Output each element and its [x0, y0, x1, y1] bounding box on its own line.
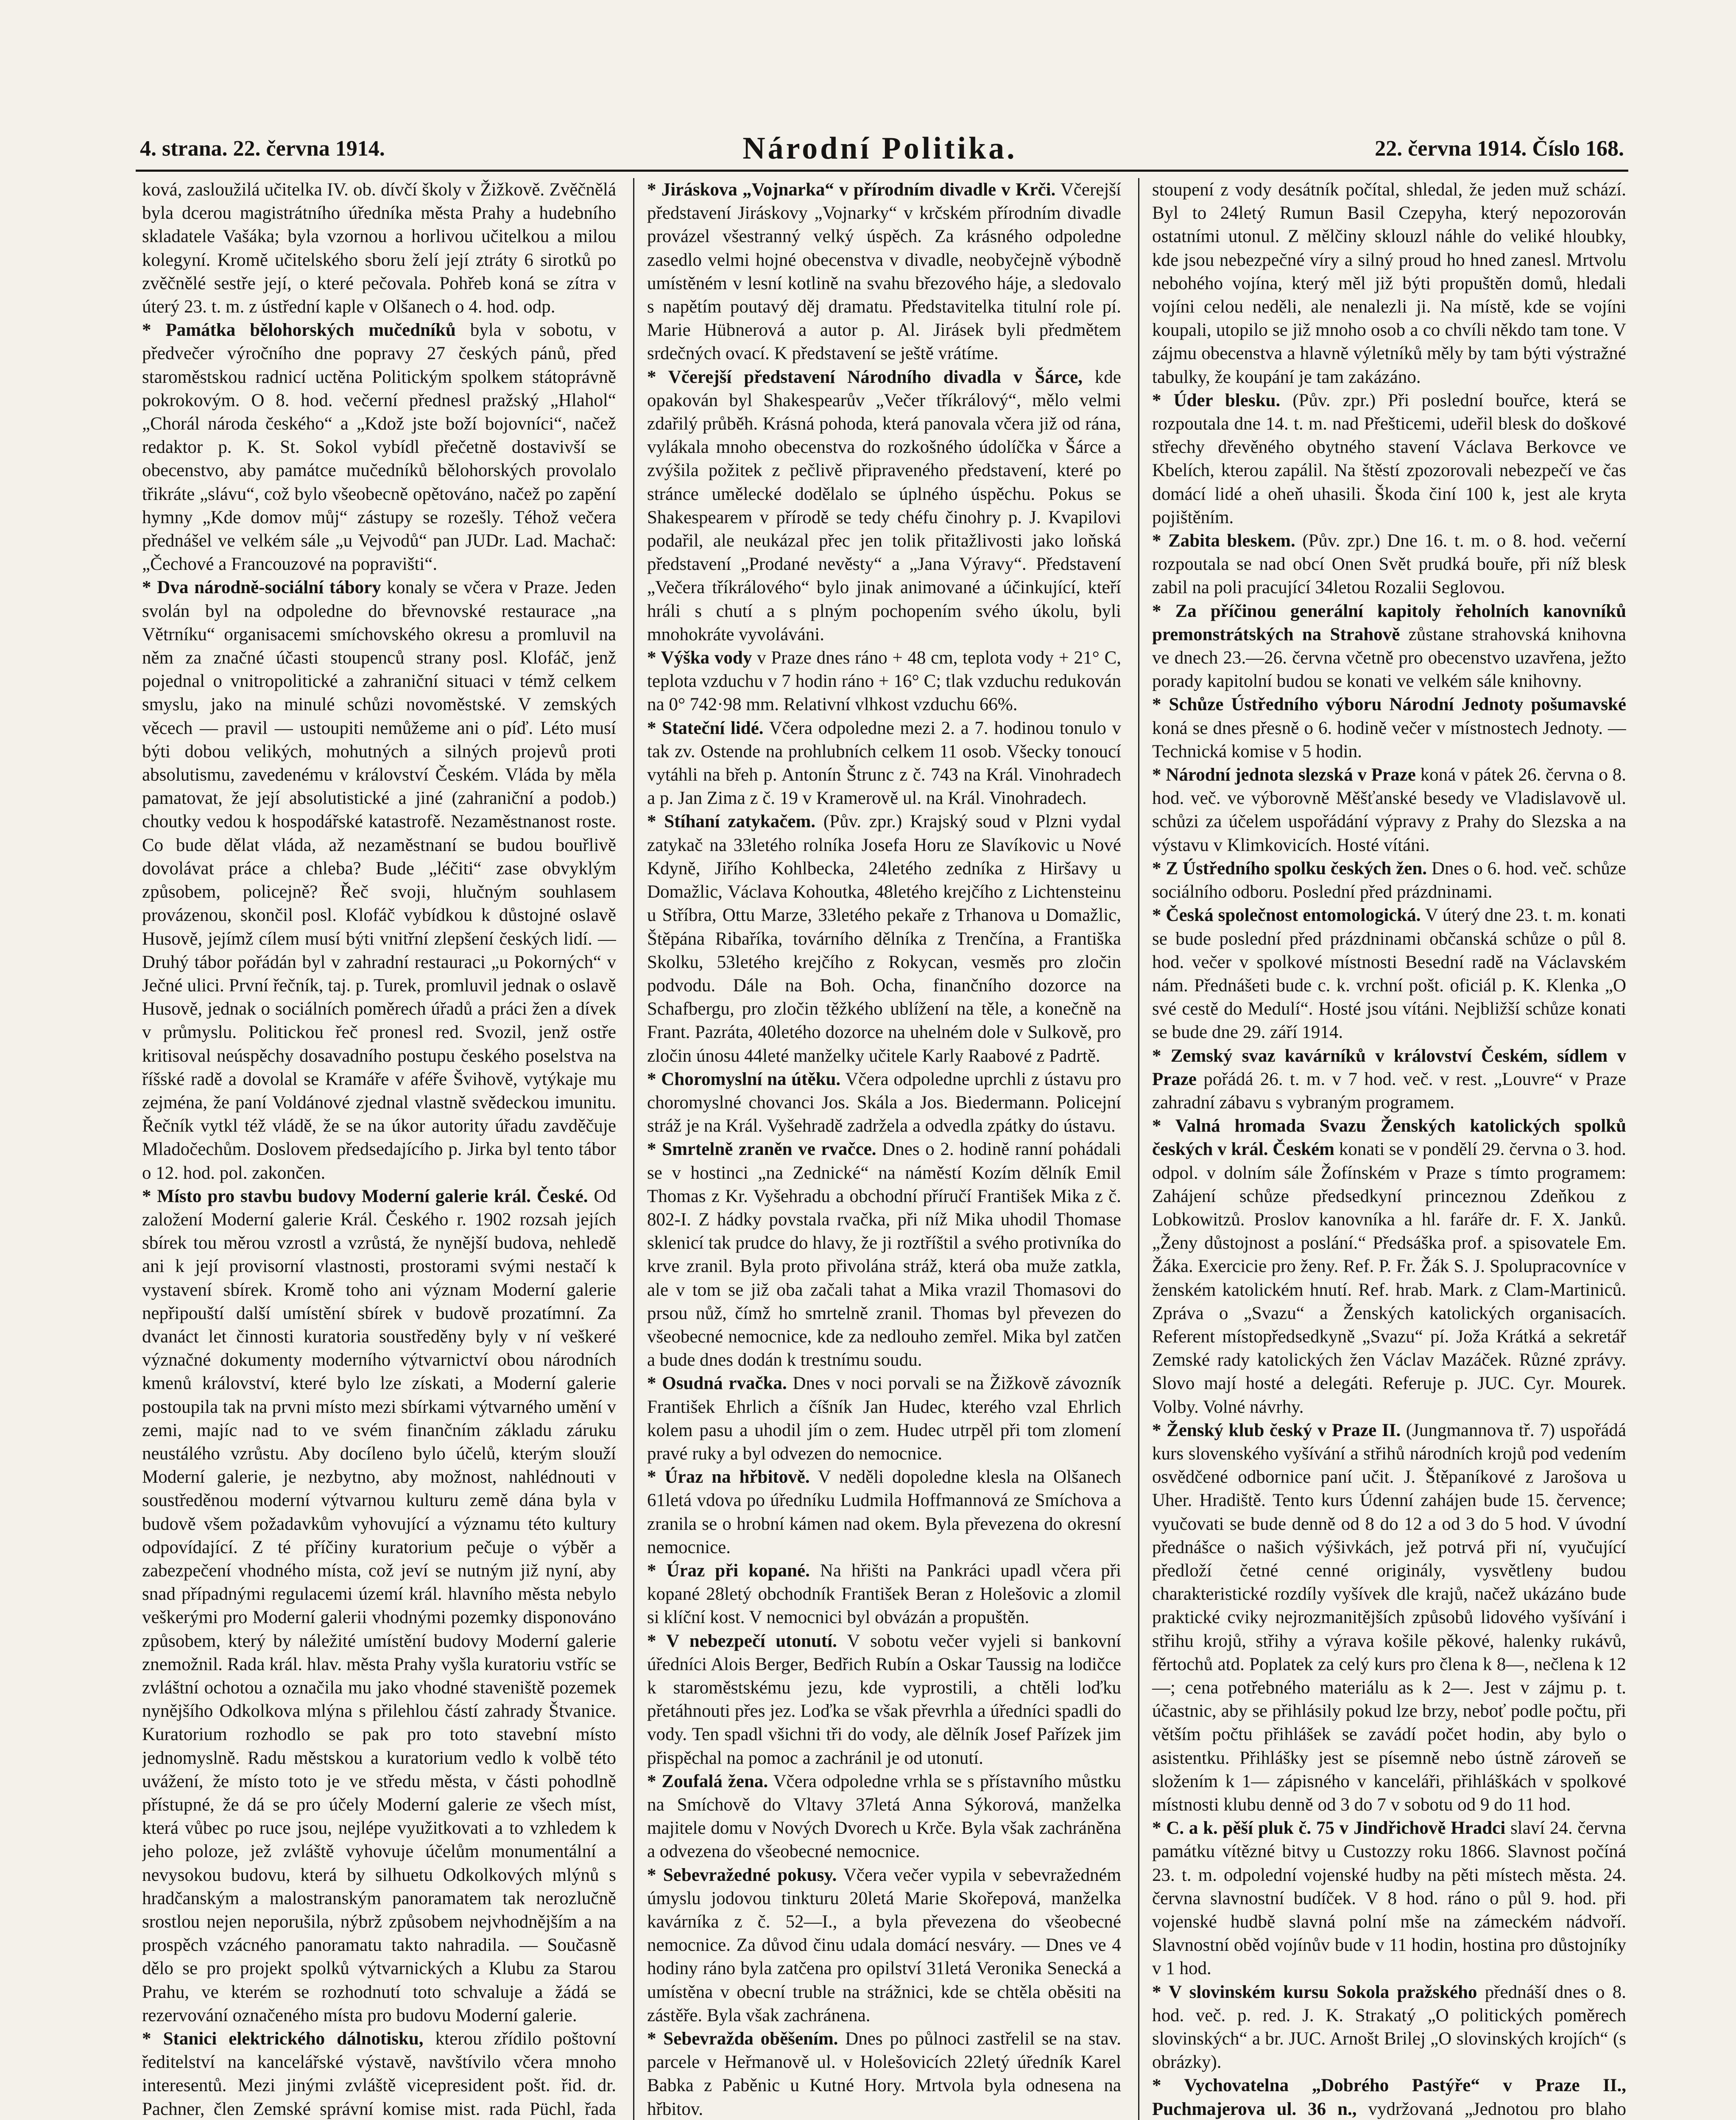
article-text: vydržovaná „Jednotou pro blaho	[1368, 2099, 1626, 2119]
article-text: byla v sobotu, v předvečer výročního dne popravy 27 českých pánů, před staroměstskou radnicí uctěna Politickým spolkem státoprávně pokrokovým. O 8. hod. večerní přednesl pražský „Hlahol“ „Chorál národa českého“ a „Kdož jste boží bojovníci“, načež redaktor p. K. St. Sokol vybídl přečetně dostavivší se obecenstvo, aby památce mučedníků bělohorských provolalo třikráte „slávu“, což bylo všeobecně opětováno, načež po zapění hymny „Kde domov můj“ zástupy se rozešly. Téhož večera přednášel ve velkém sále „u Vejvodů“ pan JUDr. Lad. Machač: „Čechové a Francouzové na popravišti“.	[142, 320, 616, 575]
article-headline: * Zoufalá žena.	[647, 1771, 768, 1791]
article-text: stoupení z vody desátník počítal, shledal, že jeden muž schází. Byl to 24letý Rumun Basil Czepyha, který nepozorován ostatními utonul. Z mělčiny sklouzl náhle do veliké hloubky, kde jsou nebezpečné víry a silný proud ho hned zanesl. Mrtvolu nebohého vojína, který měl již býti propuštěn domů, hledali vojíni celou neděli, ale nenalezli ji. Na místě, kde se vojíni koupali, utopilo se již mnoho osob a co chvíli někdo tam tone. V zájmu obecenstva a hlavně výletníků měly by tam býti výstražné tabulky, že koupání je tam zakázáno.	[1152, 180, 1626, 387]
article-text: Včera odpoledne vrhla se s přístavního můstku na Smíchově do Vltavy 37letá Anna Sýkorová, manželka majitele domu v Nových Dvorech u Krče. Byla však zachráněna a odvezena do všeobecné nemocnice.	[647, 1771, 1121, 1862]
article-paragraph	[647, 646, 1121, 717]
article-headline: * Jiráskova „Vojnarka“ v přírodním divadle v Krči.	[647, 180, 1056, 200]
article-text: Včera večer vypila v sebevražedném úmyslu jodovou tinkturu 20letá Marie Skořepová, manželka kavárníka z č. 52—I., a byla převezena do všeobecné nemocnice. Za důvod činu udala domácí nesváry. — Dnes ve 4 hodiny ráno byla zatčena pro opilství 31letá Veronika Senecká a umístěna v obecní truble na strážnici, kde se chtěla oběsiti na zástěře. Byla však zachránena.	[647, 1865, 1121, 2025]
article-headline: * V slovinském kursu Sokola pražského	[1152, 1982, 1477, 2002]
article-text: Na hřišti na Pankráci upadl včera při kopané 28letý obchodník František Beran z Holešovic a zlomil si klíční kost. V nemocnici byl obvázán a propuštěn.	[647, 1560, 1121, 1628]
article-headline: * Národní jednota slezská v Praze	[1152, 765, 1416, 785]
article-text: Dnes v noci porvali se na Žižkově závozník František Ehrlich a číšník Jan Hudec, kterého vzal Ehrlich kolem pasu a uhodil jím o zem. Hudec utrpěl při tom zlomení pravé ruky a byl odvezen do nemocnice.	[647, 1373, 1121, 1464]
article-paragraph	[647, 1559, 1121, 1629]
article-text: (Pův. zpr.) Při poslední bouřce, která se rozpoutala dne 14. t. m. nad Přešticemi, udeřil blesk do doškové střechy dřevěného obytného stavení Václava Berkovce ve Kbelích, kterou zapálil. Na štěstí zpozorovali nebezpečí ve čas domácí lidé a oheň uhasili. Škoda činí 100 k, jest ale kryta pojištěním.	[1152, 390, 1626, 527]
article-paragraph	[1152, 1816, 1626, 1980]
page-info: 4. strana. 22. června 1914.	[140, 136, 385, 161]
article-text: zůstane strahovská knihovna ve dnech 23.—26. června včetně pro obecenstvo uzavřena, ježto porady kapitolní budou se konati ve velkém sále knihovny.	[1152, 624, 1626, 692]
article-paragraph	[142, 576, 616, 1184]
article-text: konati se v pondělí 29. června o 3. hod. odpol. v dolním sále Žofínském v Praze s tímto programem: Zahájení schůze předsedkyní princeznou Zdeňkou z Lobkowitzů. Proslov kanovníka a hl. faráře dr. F. X. Janků. „Ženy důstojnost a poslání.“ Předsáška prof. a spisovatele Em. Žáka. Exercicie pro ženy. Ref. P. Fr. Žák S. J. Spolupracovníce v ženském katolickém hnutí. Ref. hrab. Mark. z Clam-Martiniců. Zpráva o „Svazu“ a Ženských katolických organisacích. Referent místopředsedkyně „Svazu“ pí. Joža Krátká a sekretář Zemské rady katolických žen Václav Mazáček. Různé zprávy. Slovo mají hosté a delegáti. Referuje p. JUC. Cyr. Mourek. Volby. Volné návrhy.	[1152, 1139, 1626, 1417]
article-paragraph	[647, 717, 1121, 810]
article-text: přednáší dnes o 8. hod. več. p. red. J. K. Strakatý „O politických poměrech slovinských“ a br. JUC. Arnošt Brilej „O slovinských krojích“ (s obrázky).	[1152, 1982, 1626, 2073]
article-headline: * Stíhaní zatykačem.	[647, 812, 816, 832]
article-text: Včerejší představení Jiráskovy „Vojnarky“ v krčském přírodním divadle provázel všestranný velký úspěch. Za krásného odpoledne zasedlo velmi hojné obecenstva v divadle, neobyčejně výbodně umístěném v lesní kotlině na svahu březového háje, a sledovalo s napětím poutavý děj dramatu. Představitelka titulní role pí. Marie Hübnerová a autor p. Al. Jirásek byli předmětem srdečných ovací. K představení se ještě vrátíme.	[647, 180, 1121, 364]
article-paragraph	[647, 1372, 1121, 1465]
article-paragraph	[1152, 1044, 1626, 1115]
article-headline: * Choromyslní na útěku.	[647, 1069, 841, 1089]
article-headline: * Ženský klub český v Praze II.	[1152, 1420, 1401, 1440]
article-headline: * Vychovatelna „Dobrého Pastýře“ v Praze II., Puchmajerova ul. 36 n.,	[1152, 2075, 1626, 2119]
article-paragraph	[1152, 1419, 1626, 1816]
article-paragraph	[1152, 600, 1626, 693]
article-text: (Pův. zpr.) Krajský soud v Plzni vydal zatykač na 33letého rolníka Josefa Horu ze Slavíkovic u Nové Kdyně, Jiřího Kohlbecka, 24letého zedníka z Hiršavy u Domažlic, Václava Kohoutka, 48letého krejčího z Lichtensteinu u Stříbra, Ottu Marze, 33letého pekaře z Trhanova u Domažlic, Štěpána Ribaříka, továrního dělníka z Trenčína, a Františka Skolku, 53letého krejčího z Rokycan, vesměs pro zločin podvodu. Dále na Boh. Ocha, finančního dozorce na Schafbergu, pro zločin těžkého ublížení na těle, a konečně na Frant. Pazráta, 40letého dozorce na uhelném dole v Sulkově, pro zločin únosu 44leté manželky učitele Karly Raabové z Padrtě.	[647, 812, 1121, 1066]
article-text: Dnes po půlnoci zastřelil se na stav. parcele v Heřmanově ul. v Holešovicích 22letý úředník Karel Babka z Paběnic u Kutné Hory. Mrtvola byla odnesena na hřbitov.	[647, 2029, 1121, 2119]
article-text: V úterý dne 23. t. m. konati se bude poslední před prázdninami občanská schůze o půl 8. hod. večer v spolkové místnosti Besední radě na Václavském nám. Přednášeti bude c. k. vrchní pošt. oficiál p. K. Klenka „O své cestě do Medulí“. Hosté jsou vítáni. Nejbližší schůze konati se bude dne 29. září 1914.	[1152, 905, 1626, 1043]
article-text: V neděli dopoledne klesla na Olšanech 61letá vdova po úředníku Ludmila Hoffmannová ze Smíchova a zranila se o hrobní kámen nad okem. Byla převezena do okresní nemocnice.	[647, 1467, 1121, 1557]
article-text: Od založení Moderní galerie Král. Českého r. 1902 rozsah jejích sbírek tou měrou vzrostl a vzrůstá, že nynější budova, nehledě ani k její provisorní vlastnosti, prostorami svými nestačí k vystavení sbírek. Kromě toho ani význam Moderní galerie nepřipouští další umístění sbírek v budově prozatímní. Za dvanáct let činnosti kuratoria soustředěny byly v ní veškeré význačné dokumenty moderního výtvarnictví obou národních kmenů království, které bylo lze získati, a Moderní galerie postoupila tak na prvni místo mezi sbírkami výtvarného umění v zemi, majíc nad to ve svém finančním základu záruku neustálého vzrůstu. Aby docíleno bylo účelů, kterým slouží Moderní galerie, je nezbytno, aby možnost, nahlédnouti v soustředěnou moderní výtvarnou kulturu země dána byla v budově všem požadavkům vyhovující a významu této kultury odpovídající. Z té příčiny kuratorium pečuje o výběr a zabezpečení vhodného místa, což jeví se nutným již nyní, aby snad případnými regulacemi území král. hlavního města nebylo veškerými pro Moderní galerii vhodnými pozemky disponováno způsobem, který by náležité umístění budovy Moderní galerie znemožnil. Rada král. hlav. města Prahy vyšla kuratoriu vstříc se zvláštní ochotou a označila mu jako vhodné staveniště pozemek nynějšího Odkolkova mlýna s přilehlou částí zahrady Štvanice. Kuratorium rozhodlo se pak pro toto stavební místo jednomyslně. Radu městskou a kuratorium vedlo k volbě této uvážení, že místo toto je ve středu města, v části pohodlně přístupné, že dá se pro účely Moderní galerie ze všech míst, která vůbec po ruce jsou, nejlépe využitkovati a to vzhledem k jeho poloze, jež zvláště vyhovuje účelům monumentální a nevysokou budovu, která by silhuetu Odkolkových mlýnů s hradčanským a malostranským panoramatem tak nerozlučně srostlou nejen neporušila, nýbrž způsobem nejvhodnějším a na prospěch vzácného panoramatu takto nahradila. — Současně dělo se pro projekt spolků výtvarnických a Klubu za Starou Prahu, ve kterém se rozhodnutí toto schvaluje a žádá se rezervování označeného místa pro budovu Moderní galerie.	[142, 1186, 616, 2025]
article-headline: * Památka bělohorských mučedníků	[142, 320, 456, 340]
article-paragraph	[647, 1629, 1121, 1770]
article-headline: * Smrtelně zraněn ve rvačce.	[647, 1139, 876, 1160]
article-columns	[142, 178, 1626, 2120]
article-headline: * Z Ústředního spolku českých žen.	[1152, 858, 1427, 879]
article-headline: * Zemský svaz kavárníků v království Českém, sídlem v Praze	[1152, 1046, 1626, 1089]
article-headline: * Osudná rvačka.	[647, 1373, 787, 1394]
article-headline: * Stanici elektrického dálnotisku,	[142, 2029, 424, 2049]
article-paragraph	[647, 1770, 1121, 1863]
header-rule	[136, 170, 1628, 172]
article-paragraph	[647, 365, 1121, 646]
article-text: kde opakován byl Shakespearův „Večer tříkrálový“, mělo velmi zdařilý průběh. Krásná pohoda, která panovala včera již od rána, vylákala mnoho obecenstva do rozkošného údolíčka v Šárce a zvýšila požitek z pečlivě připraveného představení, které po stránce umělecké dodělalo se úplného úspěchu. Pokus se Shakespearem v přírodě se tedy chéfu činohry p. J. Kvapilovi podařil, ale neukázal přec jen tolik přitažlivosti jako loňská představení „Prodané nevěsty“ a „Jana Výravy“. Představení „Večera tříkrálového“ bylo jinak animované a účinkující, kteří hráli s chutí a s plným pochopením svého úkolu, byli mnohokráte vyvoláváni.	[647, 367, 1121, 644]
article-paragraph	[142, 2027, 616, 2120]
article-headline: * C. a k. pěší pluk č. 75 v Jindřichově Hradci	[1152, 1818, 1506, 1838]
article-headline: * Stateční lidé.	[647, 718, 764, 738]
article-paragraph	[1152, 693, 1626, 763]
article-headline: * Zabita bleskem.	[1152, 531, 1295, 551]
article-text: kterou zřídilo poštovní ředitelství na kancelářské výstavě, navštívilo včera mnoho interesentů. Mezi jinými zvláště vicepresident pošt. řid. dr. Pachner, člen Zemské správní komise mist. rada Püchl, řada	[142, 2029, 616, 2119]
article-paragraph	[647, 1138, 1121, 1372]
column-3	[1138, 178, 1626, 2120]
article-text: konaly se včera v Praze. Jeden svolán byl na odpoledne do břevnovské restaurace „na Větrníku“ organisacemi smíchovského okresu a promluvil na něm za značné účasti stoupenců strany posl. Klofáč, jenž pojednal o vnitropolitické a zahraniční situaci v témž celkem smyslu, jako na minulé schůzi novoměstské. V zemských věcech — pravil — ustoupiti nemůžeme ani o píď. Léto musí býti dobou velikých, mohutných a silných projevů proti absolutismu, zavedenému v království Českém. Vláda by měla pamatovat, že její absolutistické a jiné (zahraniční a podob.) choutky vedou k hospodářské katastrofě. Nezaměstnanost roste. Co bude dělat vláda, až nezaměstnaní se budou bouřlivě dovolávat práce a chleba? Bude „léčiti“ zase obvyklým způsobem, policejně? Řeč svoji, hlučným souhlasem provázenou, skončil posl. Klofáč vybídkou k důstojné oslavě Husově, jejímž cílem musí býti vnitřní zlepšení českých lidí. — Druhý tábor pořádán byl v zahradní restauraci „u Pokorných“ v Ječné ulici. První řečník, taj. p. Turek, promluvil jednak o oslavě Husově, jednak o sociálních poměrech úřadů a práci žen a dívek v průmyslu. Politickou řeč pronesl red. Svozil, jenž ostře kritisoval neúspěchy dosavadního postupu českého poselstva na říšské radě a dovolal se Kramáře v aféře Švihově, vytýkaje mu zejména, že paní Voldánové zjednal vlastně svědeckou imunitu. Řečník vytkl též vládě, že se na úkor autority úřadu zavděčuje Mladočechům. Doslovem předsedajícího p. Jirka byl tento tábor o 12. hod. pol. zakončen.	[142, 577, 616, 1183]
article-paragraph	[647, 1863, 1121, 2027]
article-paragraph	[1152, 857, 1626, 904]
article-headline: * Výška vody	[647, 648, 752, 668]
article-paragraph	[1152, 178, 1626, 389]
article-text: slaví 24. června památku vítězné bitvy u Custozzy roku 1866. Slavnost počíná 23. t. m. odpolední vojenské hudby na pěti místech města. 24. června slavnostní budíček. V 8 hod. ráno o půl 9. hod. při vojenské hudbě slavná polní mše na zámeckém nádvoří. Slavnostní oběd vojínův bude v 11 hodin, hostina pro důstojníky v 1 hod.	[1152, 1818, 1626, 1979]
article-paragraph	[647, 1068, 1121, 1138]
article-headline: * Místo pro stavbu budovy Moderní galerie král. České.	[142, 1186, 588, 1206]
article-headline: * Za příčinou generální kapitoly řeholních kanovníků premonstrátských na Strahově	[1152, 601, 1626, 644]
article-text: Včera odpoledne mezi 2. a 7. hodinou tonulo v tak zv. Ostende na prohlubních celkem 11 osob. Všecky tonoucí vytáhli na břeh p. Antonín Štrunc z č. 743 na Král. Vinohradech a p. Jan Zima z č. 19 v Kramerově ul. na Král. Vinohradech.	[647, 718, 1121, 809]
issue-info: 22. června 1914. Číslo 168.	[1375, 136, 1624, 161]
article-text: pořádá 26. t. m. v 7 hod. več. v rest. „Louvre“ v Praze zahradní zábavu s vybraným programem.	[1152, 1069, 1626, 1113]
article-headline: * Schůze Ústředního výboru Národní Jednoty pošumavské	[1152, 695, 1626, 715]
article-paragraph	[1152, 763, 1626, 857]
article-headline: * Úraz při kopané.	[647, 1560, 810, 1581]
article-paragraph	[1152, 2074, 1626, 2120]
page-header	[140, 127, 1624, 170]
article-text: koná se dnes přesně o 6. hodině večer v místnostech Jednoty. — Technická komise v 5 hodin.	[1152, 718, 1626, 762]
article-text: ková, zasloužilá učitelka IV. ob. dívčí školy v Žižkově. Zvěčnělá byla dcerou magistrátního úředníka města Prahy a hudebního skladatele Vašáka; byla vzornou a horlivou učitelkou a milou kolegyní. Kromě učitelského sboru želí její ztráty 6 sirotků po zvěčnělé sestře její, o které pečovala. Pohřeb koná se zítra v úterý 23. t. m. z ústřední kaple v Olšanech o 4. hod. odp.	[142, 180, 616, 317]
article-paragraph	[142, 318, 616, 576]
article-paragraph	[142, 1185, 616, 2027]
article-text: V sobotu večer vyjeli si bankovní úředníci Alois Berger, Bedřich Rubín a Oskar Taussig na lodičce k staroměstskému jezu, kde vyprostili, a chtěli loďku přetáhnouti přes jez. Loďka se však převrhla a úředníci spadli do vody. Ten spadl všichni tři do vody, ale dělník Josef Pařízek jim přispěchal na pomoc a zachránil je od utonutí.	[647, 1631, 1121, 1768]
article-headline: * Sebevražda oběšením.	[647, 2029, 838, 2049]
article-text: (Jungmannova tř. 7) uspořádá kurs slovenského vyšívání a střihů národních krojů pod vedením osvědčené odbornice paní učit. J. Štěpaníkové z Jarošova u Uher. Hradiště. Tento kurs Údenní zahájen bude 15. července; vyučovati se bude denně od 8 do 12 a od 3 do 5 hod. V úvodní přednášce o našich výšivkách, jež potrvá při ní, vyučující předloží četné cenné originály, vysvětleny budou charakteristické rozdíly vyšívek dle krajů, načež ukázáno bude praktické cviky nejrozmanitějších způsobů lidového vyšívání i střihu krojů, střihy a výrava košile pěkové, halenky rukávů, fěrtochů atd. Poplatek za celý kurs pro člena k 8—, nečlena k 12—; cena potřebného materiálu as k 2—. Jest v zájmu p. t. účastnic, aby se přihlásily pokud lze brzy, neboť podle počtu, při větším počtu přihlášek se zavádí počet hodin, aby bylo o asistentku. Přihlášky jest se písemně nebo ústně zároveň se složením k 1— zápisného v kanceláři, přihláškách v spolkové místnosti klubu denně od 3 do 7 v sobotu od 9 do 11 hod.	[1152, 1420, 1626, 1815]
article-paragraph	[647, 2027, 1121, 2120]
article-headline: * Valná hromada Svazu Ženských katolických spolků českých v král. Českém	[1152, 1116, 1626, 1160]
article-text: (Pův. zpr.) Dne 16. t. m. o 8. hod. večerní rozpoutala se nad obcí Onen Svět prudká bouře, při níž blesk zabil na poli pracující 34letou Rozalii Seglovou.	[1152, 531, 1626, 598]
article-paragraph	[1152, 1981, 1626, 2074]
column-1	[142, 178, 616, 2120]
article-text: Dnes o 6. hod. več. schůze sociálního odboru. Poslední před prázdninami.	[1152, 858, 1626, 902]
article-text: Dnes o 2. hodině ranní pohádali se v hostinci „na Zednické“ na náměstí Kozím dělník Emil Thomas z Kr. Vyšehradu a obchodní příručí František Mika z č. 802-I. Z hádky povstala rvačka, při níž Mika uhodil Thomase sklenicí tak prudce do hlavy, že ji roztříštil a svého protivníka do krve zranil. Byla proto přivolána stráž, která oba muže zatkla, ale v tom se již oba začali tahat a Mika vrazil Thomasovi do prsou nůž, čímž ho smrtelně zranil. Thomas byl převezen do všeobecné nemocnice, kde za nedlouho zemřel. Mika byl zatčen a bude dnes dodán k trestnímu soudu.	[647, 1139, 1121, 1370]
article-headline: * Dva národně-sociální tábory	[142, 577, 381, 598]
article-paragraph	[1152, 1114, 1626, 1419]
article-text: koná v pátek 26. června o 8. hod. več. ve výborovně Měšťanské besedy ve Vladislavově ul. schůzi za účelem uspořádání výpravy z Prahy do Slezska a na výstavu v Klimkovicích. Hosté vítáni.	[1152, 765, 1626, 855]
article-paragraph	[1152, 904, 1626, 1044]
article-paragraph	[1152, 529, 1626, 600]
article-paragraph	[1152, 389, 1626, 529]
article-headline: * V nebezpečí utonutí.	[647, 1631, 837, 1651]
article-text: Včera odpoledne uprchli z ústavu pro choromyslné chovanci Jos. Skála a Jos. Biedermann. Policejní stráž je na Král. Vyšehradě zadržela a odvedla zpátky do ústavu.	[647, 1069, 1121, 1136]
article-headline: * Úder blesku.	[1152, 390, 1281, 410]
newspaper-title: Národní Politika.	[742, 131, 1017, 166]
article-text: v Praze dnes ráno + 48 cm, teplota vody + 21° C, teplota vzduchu v 7 hodin ráno + 16° C; tlak vzduchu redukován na 0° 742·98 mm. Relativní vlhkost vzduchu 66%.	[647, 648, 1121, 715]
article-headline: * Sebevražedné pokusy.	[647, 1865, 837, 1885]
article-headline: * Úraz na hřbitově.	[647, 1467, 810, 1487]
article-headline: * Včerejší představení Národního divadla v Šárce,	[647, 367, 1083, 387]
article-paragraph	[647, 810, 1121, 1067]
column-2	[633, 178, 1121, 2120]
article-paragraph	[142, 178, 616, 318]
article-headline: * Česká společnost entomologická.	[1152, 905, 1421, 926]
article-paragraph	[647, 178, 1121, 365]
article-paragraph	[647, 1465, 1121, 1559]
